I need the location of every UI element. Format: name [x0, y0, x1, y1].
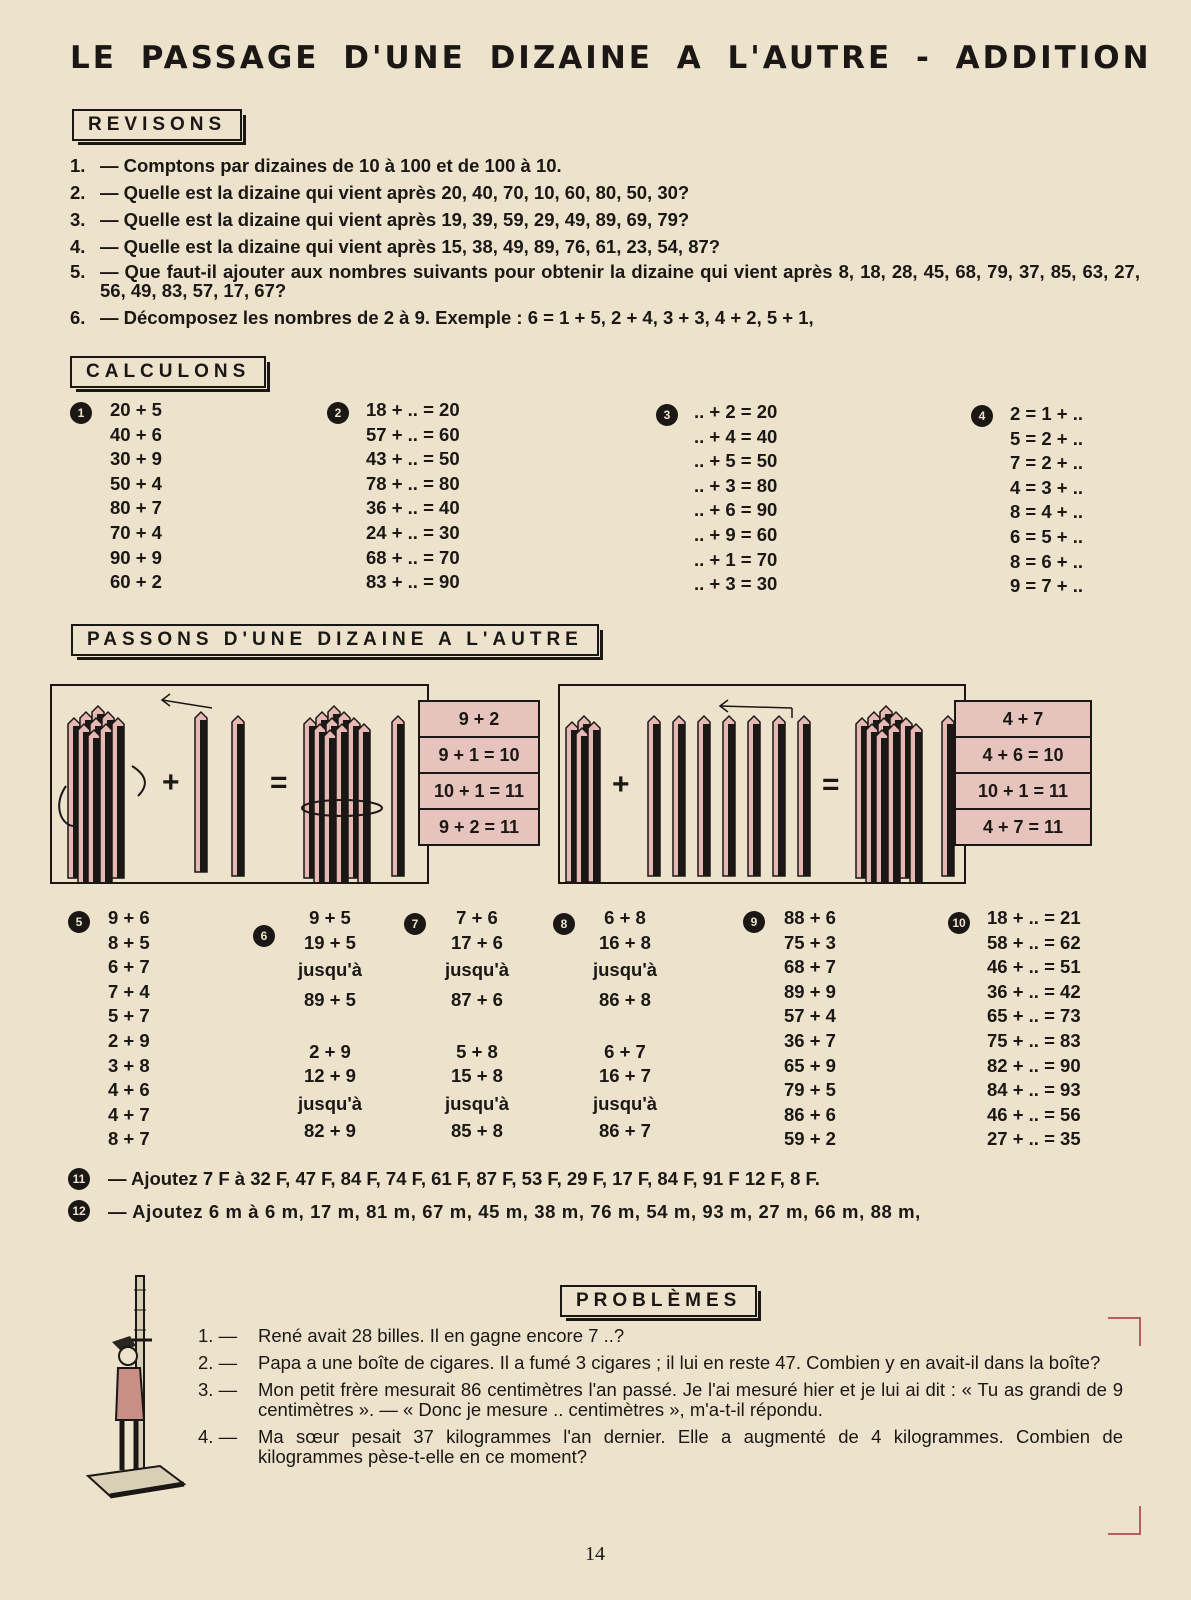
child-measuring-illustration: [80, 1270, 190, 1510]
exercise-badge: 9: [743, 911, 765, 933]
exercise-line: 3 + 8: [108, 1054, 150, 1076]
bundle-illustration-left: [52, 686, 427, 882]
exercise-line: 18 + .. = 21: [987, 907, 1081, 928]
exercise-12-text: — Ajoutez 6 m à 6 m, 17 m, 81 m, 67 m, 45 m, 38 m, 76 m, 54 m, 93 m, 27 m, 66 m, 88 m,: [108, 1201, 921, 1222]
exercise-line: 46 + .. = 51: [987, 956, 1081, 978]
revisons-heading: REVISONS: [72, 109, 242, 141]
exercise-line: jusqu'à: [297, 959, 363, 981]
exercise-2: [366, 398, 460, 595]
exercise-line: 75 + 3: [784, 931, 836, 953]
exercise-line: 36 + .. = 40: [366, 497, 460, 519]
operation-table-right: [954, 700, 1092, 846]
exercise-line: jusqu'à: [444, 1092, 510, 1114]
exercise-line: 4 + 6: [108, 1079, 150, 1101]
exercise-line: 16 + 7: [599, 1065, 651, 1087]
page-title: LE PASSAGE D'UNE DIZAINE A L'AUTRE - ADDITION: [70, 40, 1152, 76]
exercise-line: 24 + .. = 30: [366, 521, 460, 543]
exercise-badge: 6: [253, 925, 275, 947]
exercise-line: jusqu'à: [297, 1092, 363, 1114]
exercise-line: 2 + 9: [108, 1029, 150, 1051]
problemes-list: [198, 1326, 1123, 1474]
exercise-line: 75 + .. = 83: [987, 1029, 1081, 1051]
exercise-line: [585, 1015, 665, 1040]
exercise-badge: 2: [327, 402, 349, 424]
exercise-line: [437, 1015, 517, 1040]
exercise-line: .. + 5 = 50: [694, 450, 778, 472]
item-text: — Que faut-il ajouter aux nombres suivants pour obtenir la dizaine qui vient après 8, 18, 28, 45, 68, 79, 37, 85, 63, 27, 56, 49, 83, 57, 17, 67?: [100, 261, 1140, 301]
exercise-line: 70 + 4: [110, 521, 162, 543]
exercise-line: 65 + 9: [784, 1054, 836, 1076]
item-text: — Comptons par dizaines de 10 à 100 et de 100 à 10.: [100, 155, 562, 176]
exercise-line: 36 + .. = 42: [987, 980, 1081, 1002]
exercise-line: 6 = 5 + ..: [1010, 525, 1084, 547]
item-number: 6.: [70, 307, 86, 328]
exercise-line: 5 = 2 + ..: [1010, 427, 1084, 449]
exercise-7: [437, 906, 517, 1144]
item-number: 2.: [70, 182, 86, 203]
exercise-line: 89 + 9: [784, 980, 836, 1002]
exercise-line: .. + 4 = 40: [694, 425, 778, 447]
exercise-1: [110, 398, 162, 595]
exercise-line: 87 + 6: [451, 989, 503, 1011]
exercise-line: 68 + .. = 70: [366, 546, 460, 568]
exercise-line: 36 + 7: [784, 1029, 836, 1051]
exercise-line: 78 + .. = 80: [366, 472, 460, 494]
item-number: 5.: [70, 261, 86, 282]
exercise-line: 43 + .. = 50: [366, 448, 460, 470]
exercise-line: 8 + 5: [108, 931, 150, 953]
exercise-line: 27 + .. = 35: [987, 1128, 1081, 1150]
exercise-line: 9 + 5: [309, 907, 351, 928]
equals-sign: =: [822, 768, 840, 801]
item-number: 1. —: [198, 1325, 238, 1346]
exercise-line: 8 = 4 + ..: [1010, 501, 1084, 523]
exercise-line: jusqu'à: [592, 1092, 658, 1114]
exercise-8: [585, 906, 665, 1144]
item-number: 3.: [70, 209, 86, 230]
exercise-4: [1010, 402, 1083, 599]
list-item: [70, 235, 1140, 258]
plus-sign: +: [612, 768, 630, 801]
exercise-line: 40 + 6: [110, 423, 162, 445]
exercise-9: [784, 906, 836, 1152]
equals-sign: =: [270, 766, 288, 799]
exercise-line: 57 + 4: [784, 1005, 836, 1027]
item-number: 2. —: [198, 1352, 238, 1373]
exercise-line: 16 + 8: [599, 931, 651, 953]
calculons-heading: CALCULONS: [70, 356, 266, 388]
list-item: [198, 1326, 1123, 1346]
item-text: — Quelle est la dizaine qui vient après 20, 40, 70, 10, 60, 80, 50, 30?: [100, 182, 690, 203]
item-text: — Quelle est la dizaine qui vient après 19, 39, 59, 29, 49, 89, 69, 79?: [100, 209, 690, 230]
exercise-badge: 4: [971, 405, 993, 427]
exercise-line: 19 + 5: [304, 931, 356, 953]
exercise-6: [290, 906, 370, 1144]
exercise-line: .. + 6 = 90: [694, 499, 778, 521]
exercise-line: 90 + 9: [110, 546, 162, 568]
exercise-line: .. + 3 = 80: [694, 474, 778, 496]
exercise-line: 86 + 8: [599, 989, 651, 1011]
item-number: 3. —: [198, 1379, 238, 1400]
exercise-badge: 10: [948, 912, 970, 934]
item-text: Mon petit frère mesurait 86 centimètres l'an passé. Je l'ai mesuré hier et je lui ai dit : « Tu as grandi de 9 centimètres ». — « Donc je mesure .. centimètres », m'a-t-il répondu.: [258, 1379, 1123, 1420]
exercise-line: [290, 1015, 370, 1040]
exercise-line: 50 + 4: [110, 472, 162, 494]
item-number: 4. —: [198, 1426, 238, 1447]
exercise-line: 20 + 5: [110, 399, 162, 420]
exercise-line: 6 + 7: [604, 1040, 646, 1062]
exercise-line: 79 + 5: [784, 1079, 836, 1101]
item-text: — Quelle est la dizaine qui vient après 15, 38, 49, 89, 76, 61, 23, 54, 87?: [100, 236, 721, 257]
exercise-line: 8 = 6 + ..: [1010, 550, 1084, 572]
exercise-line: 58 + .. = 62: [987, 931, 1081, 953]
list-item: [70, 208, 1140, 231]
exercise-line: 18 + .. = 20: [366, 399, 460, 420]
diagram-left-panel: [50, 684, 429, 884]
exercise-badge: 5: [68, 911, 90, 933]
list-item: [198, 1353, 1123, 1373]
exercise-line: 88 + 6: [784, 907, 836, 928]
exercise-line: 85 + 8: [451, 1119, 503, 1141]
operation-table-left: [418, 700, 540, 846]
exercise-line: 68 + 7: [784, 956, 836, 978]
item-text: Papa a une boîte de cigares. Il a fumé 3 cigares ; il lui en reste 47. Combien y en avait-il dans la boîte?: [258, 1352, 1101, 1373]
exercise-badge: 3: [656, 404, 678, 426]
exercise-line: 46 + .. = 56: [987, 1103, 1081, 1125]
list-item: [198, 1427, 1123, 1467]
exercise-badge: 12: [68, 1200, 90, 1222]
exercise-line: 89 + 5: [304, 989, 356, 1011]
exercise-line: 65 + .. = 73: [987, 1005, 1081, 1027]
operation-row: 4 + 6 = 10: [956, 738, 1090, 774]
list-item: [198, 1380, 1123, 1420]
exercise-10: [987, 906, 1081, 1152]
problemes-heading: PROBLÈMES: [560, 1285, 757, 1317]
exercise-line: .. + 2 = 20: [694, 401, 778, 422]
exercise-line: 12 + 9: [304, 1065, 356, 1087]
exercise-line: 2 = 1 + ..: [1010, 403, 1084, 424]
operation-row: 9 + 2: [420, 702, 538, 738]
item-number: 1.: [70, 155, 86, 176]
item-number: 4.: [70, 236, 86, 257]
exercise-badge: 7: [404, 913, 426, 935]
exercise-line: 9 + 6: [108, 907, 150, 928]
list-item: [70, 262, 1140, 300]
tens-diagram: [50, 684, 1110, 884]
exercise-line: 60 + 2: [110, 571, 162, 593]
exercise-badge: 1: [70, 402, 92, 424]
operation-row: 4 + 7: [956, 702, 1090, 738]
operation-row: 9 + 1 = 10: [420, 738, 538, 774]
exercise-line: 86 + 6: [784, 1103, 836, 1125]
exercise-line: 7 + 4: [108, 980, 150, 1002]
exercise-line: .. + 1 = 70: [694, 548, 778, 570]
corner-marks: [1104, 1316, 1144, 1536]
exercise-line: 15 + 8: [451, 1065, 503, 1087]
item-text: Ma sœur pesait 37 kilogrammes l'an dernier. Elle a augmenté de 4 kilogrammes. Combien de kilogrammes pèse-t-elle en ce moment?: [258, 1426, 1123, 1467]
exercise-line: 82 + .. = 90: [987, 1054, 1081, 1076]
list-item: [70, 306, 1140, 329]
exercise-3: [694, 400, 777, 597]
operation-row: 4 + 7 = 11: [982, 817, 1064, 837]
exercise-badge: 11: [68, 1168, 90, 1190]
exercise-line: 7 + 6: [456, 907, 498, 928]
exercise-line: 6 + 7: [108, 956, 150, 978]
exercise-line: 30 + 9: [110, 448, 162, 470]
exercise-line: .. + 3 = 30: [694, 573, 778, 595]
page-number: 14: [585, 1543, 605, 1565]
exercise-line: 83 + .. = 90: [366, 571, 460, 593]
item-text: René avait 28 billes. Il en gagne encore 7 ..?: [258, 1325, 625, 1346]
exercise-line: 80 + 7: [110, 497, 162, 519]
exercise-line: 82 + 9: [304, 1119, 356, 1141]
exercise-line: 84 + .. = 93: [987, 1079, 1081, 1101]
passons-heading: PASSONS D'UNE DIZAINE A L'AUTRE: [71, 624, 599, 656]
item-text: — Décomposez les nombres de 2 à 9. Exemple : 6 = 1 + 5, 2 + 4, 3 + 3, 4 + 2, 5 + 1,: [100, 307, 814, 328]
exercise-line: 9 = 7 + ..: [1010, 575, 1084, 597]
exercise-line: 59 + 2: [784, 1128, 836, 1150]
exercise-line: jusqu'à: [444, 959, 510, 981]
operation-row: 10 + 1 = 11: [956, 774, 1090, 810]
exercise-line: 57 + .. = 60: [366, 423, 460, 445]
exercise-badge: 8: [553, 913, 575, 935]
exercise-line: 5 + 8: [456, 1040, 498, 1062]
list-item: [70, 154, 1140, 177]
exercise-line: .. + 9 = 60: [694, 523, 778, 545]
exercise-line: 86 + 7: [599, 1119, 651, 1141]
exercise-line: 2 + 9: [309, 1040, 351, 1062]
exercise-line: 17 + 6: [451, 931, 503, 953]
revisons-list: [70, 154, 1140, 333]
operation-row: 10 + 1 = 11: [420, 774, 538, 810]
list-item: [70, 181, 1140, 204]
exercise-line: 8 + 7: [108, 1128, 150, 1150]
diagram-right-panel: [558, 684, 966, 884]
exercise-line: jusqu'à: [592, 959, 658, 981]
plus-sign: +: [162, 766, 180, 799]
exercise-line: 4 + 7: [108, 1103, 150, 1125]
operation-row: 9 + 2 = 11: [438, 817, 520, 837]
exercise-line: 4 = 3 + ..: [1010, 476, 1084, 498]
exercise-11-text: — Ajoutez 7 F à 32 F, 47 F, 84 F, 74 F, 61 F, 87 F, 53 F, 29 F, 17 F, 84 F, 91 F 12 F, 8 F.: [108, 1168, 820, 1189]
exercise-line: 5 + 7: [108, 1005, 150, 1027]
exercise-line: 6 + 8: [604, 907, 646, 928]
exercise-line: 7 = 2 + ..: [1010, 452, 1084, 474]
exercise-5: [108, 906, 150, 1152]
